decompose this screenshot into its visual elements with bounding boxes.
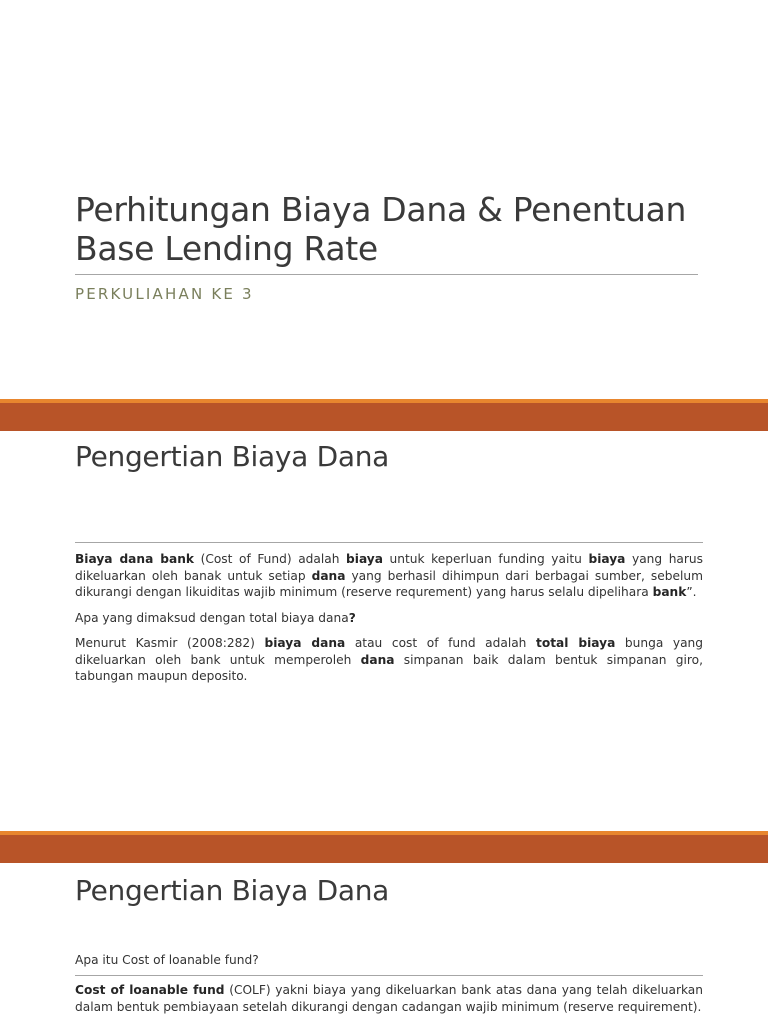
bold-term: bank (652, 585, 687, 599)
slide3-divider (75, 975, 703, 976)
slide-separator-band (0, 399, 768, 431)
slide2-body (75, 551, 703, 694)
text-run: ”. (686, 585, 697, 599)
slide3-paragraph-colf (75, 982, 703, 1015)
bold-term: biaya dana (264, 636, 346, 650)
slide1-title-line2: Base Lending Rate (75, 229, 378, 268)
slide2-paragraph-definition (75, 551, 703, 601)
text-run: (COLF) yakni biaya yang dikeluarkan bank atas dana yang telah dikeluarkan dalam bentuk pembiayaan setelah dikurangi dengan cadangan wajib minimum (reserve requirement). (75, 983, 703, 1014)
bold-term: biaya (346, 552, 383, 566)
slide1-title (75, 190, 715, 268)
slide2-paragraph-kasmir (75, 635, 703, 685)
bold-term: dana (360, 652, 395, 667)
bold-term: total biaya (536, 636, 616, 650)
bold-term: biaya (588, 552, 626, 566)
bold-term: Cost of loanable fund (75, 983, 225, 997)
bold-term: dana (311, 568, 346, 583)
text-run: (Cost of Fund) adalah (193, 552, 347, 566)
slide1-title-line1: Perhitungan Biaya Dana & Penentuan (75, 190, 687, 229)
text-run: bunga yang dikeluarkan oleh bank untuk memperoleh (75, 636, 704, 667)
bold-term: ? (348, 610, 356, 625)
slide3-title: Pengertian Biaya Dana (75, 874, 390, 907)
bold-term: Biaya dana bank (75, 552, 194, 566)
slide2-divider (75, 542, 703, 543)
slide1-divider (75, 274, 698, 275)
text-run: Menurut Kasmir (2008:282) (75, 636, 265, 650)
slide3-question: Apa itu Cost of loanable fund? (75, 953, 259, 967)
text-run: Apa yang dimaksud dengan total biaya dana (75, 610, 349, 625)
text-run: simpanan baik dalam bentuk simpanan giro, tabungan maupun deposito. (75, 652, 703, 683)
text-run: yang harus dikeluarkan oleh banak untuk setiap (75, 552, 703, 583)
text-run: atau cost of fund adalah (345, 636, 536, 650)
slide-separator-band (0, 831, 768, 863)
text-run: yang berhasil dihimpun dari berbagai sumber, sebelum dikurangi dengan likuiditas wajib minimum (reserve requrement) yang harus selalu dipelihara (75, 568, 703, 599)
slide2-title: Pengertian Biaya Dana (75, 440, 390, 473)
slide3-body (75, 982, 703, 1024)
slide2-paragraph-question (75, 610, 703, 627)
slide1-subtitle: PERKULIAHAN KE 3 (75, 285, 254, 303)
text-run: untuk keperluan funding yaitu (382, 552, 589, 566)
